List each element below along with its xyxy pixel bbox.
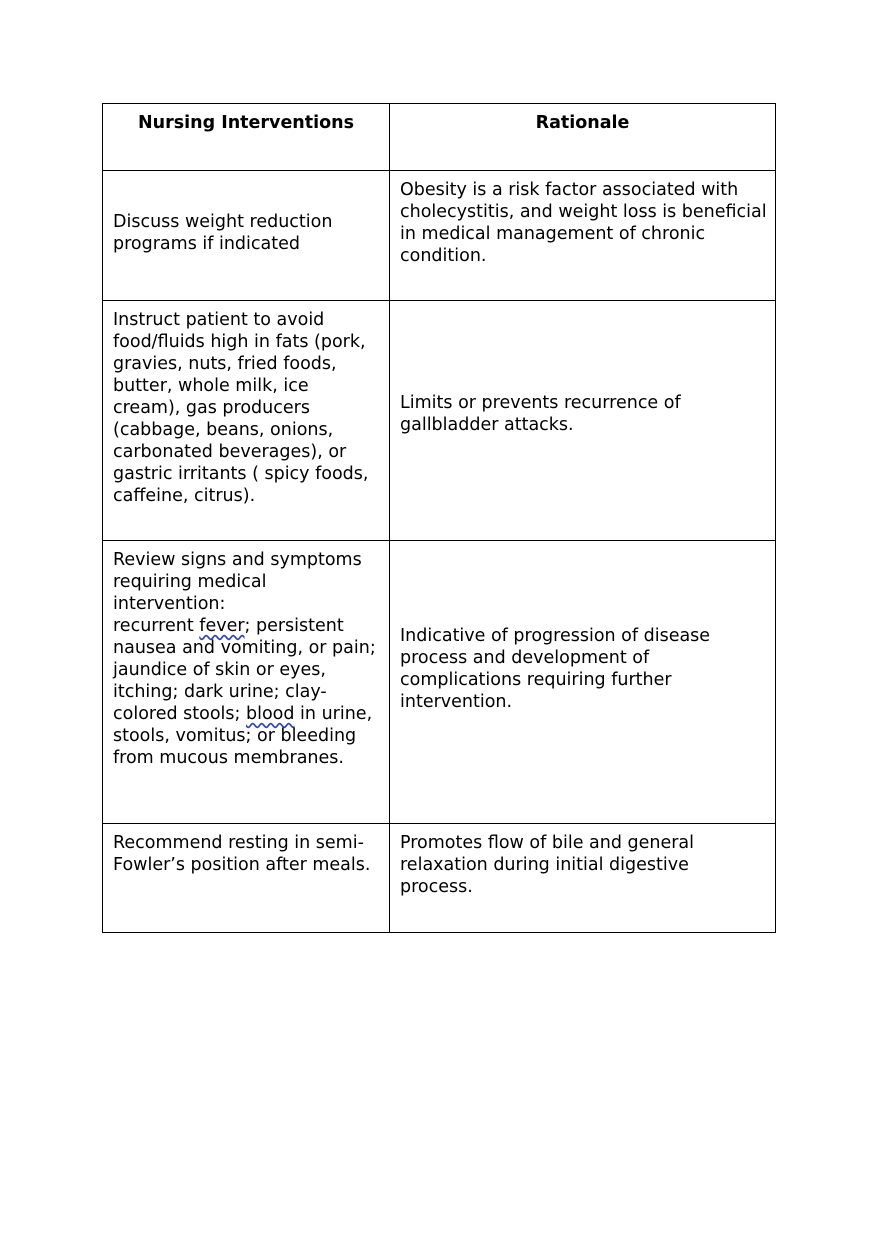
rationale-text: Limits or prevents recurrence of gallbladder attacks. <box>400 392 681 435</box>
rationale-cell <box>390 171 776 301</box>
table-header-row <box>103 104 776 171</box>
intervention-text: Discuss weight reduction programs if indicated <box>113 211 333 254</box>
nursing-care-table <box>102 103 776 933</box>
intervention-text: Instruct patient to avoid food/fluids high in fats (pork, gravies, nuts, fried foods, butter, whole milk, ice cream), gas producers (cabbage, beans, onions, carbonated beverages), or gastric irritants ( spicy foods, caffeine, citrus). <box>113 310 369 506</box>
intervention-cell <box>103 171 390 301</box>
spellcheck-word-fever: fever <box>199 616 245 636</box>
intervention-cell <box>103 541 390 824</box>
intervention-cell <box>103 301 390 541</box>
rationale-text: Promotes flow of bile and general relaxation during initial digestive process. <box>400 833 695 897</box>
intervention-fragment: recurrent <box>113 616 200 636</box>
intervention-text <box>113 549 381 769</box>
rationale-cell <box>390 541 776 824</box>
rationale-cell <box>390 301 776 541</box>
intervention-fragment: in urine, stools, vomitus; or bleeding from mucous membranes. <box>113 704 373 768</box>
intervention-text: Recommend resting in semi-Fowler’s position after meals. <box>113 833 371 875</box>
table-row <box>103 171 776 301</box>
intervention-fragment: ; persistent nausea and vomiting, or pain; jaundice of skin or eyes, itching; dark urine; clay-colored stools; <box>113 616 376 724</box>
rationale-text: Indicative of progression of disease process and development of complications requiring further intervention. <box>400 626 711 712</box>
intervention-cell <box>103 824 390 933</box>
table-row <box>103 541 776 824</box>
header-rationale: Rationale <box>390 104 776 171</box>
table-row <box>103 824 776 933</box>
intervention-line: Review signs and symptoms requiring medical intervention: <box>113 550 362 614</box>
table-row <box>103 301 776 541</box>
rationale-text: Obesity is a risk factor associated with cholecystitis, and weight loss is beneficial in medical management of chronic condition. <box>400 180 767 266</box>
rationale-cell <box>390 824 776 933</box>
spellcheck-word-blood: blood <box>245 704 295 724</box>
header-nursing-interventions: Nursing Interventions <box>103 104 390 171</box>
